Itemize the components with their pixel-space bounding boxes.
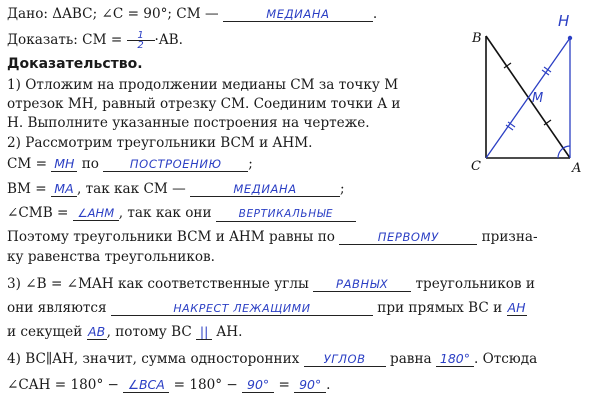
label-A: A	[572, 161, 582, 176]
prove-prefix: Доказать: CM =	[7, 32, 123, 48]
step3-p5: и секущей	[7, 324, 83, 340]
angle-prefix: ∠CMB =	[7, 205, 69, 221]
bm-mid: , так как CM —	[76, 181, 186, 197]
label-C: C	[471, 159, 481, 174]
step4-blank3	[123, 378, 169, 393]
step4-answer4: 90°	[247, 377, 270, 392]
bm-end: ;	[340, 181, 345, 197]
step4-p5: = 180° −	[173, 377, 238, 393]
step3-line1	[7, 276, 535, 292]
step3-p3: они являются	[7, 300, 107, 316]
cm-prefix: CM =	[7, 156, 48, 172]
step3-p2: треугольников и	[415, 276, 535, 292]
step4-blank2	[436, 352, 474, 367]
step2-conclusion-line	[7, 229, 538, 245]
step2-bm-line	[7, 181, 345, 197]
proof-title: Доказательство.	[7, 56, 143, 72]
prove-suffix: ·AB.	[154, 32, 183, 48]
given-suffix: .	[372, 6, 378, 22]
cm-blank	[51, 157, 77, 172]
step4-answer1: УГЛОВ	[323, 352, 366, 366]
step4-answer2: 180°	[439, 351, 470, 366]
bm-answer: MA	[54, 181, 74, 196]
given-answer: МЕДИАНА	[266, 7, 330, 21]
step3-answer3: AH	[507, 300, 526, 315]
step2-angle-line	[7, 205, 356, 222]
step4-answer3: ∠BCA	[127, 377, 165, 392]
step3-line2	[7, 300, 527, 316]
step4-blank1	[304, 353, 386, 367]
fraction-numerator: 1	[127, 31, 155, 41]
angle-reason-blank	[216, 207, 356, 222]
bm-reason: МЕДИАНА	[233, 182, 297, 196]
bm-prefix: BM =	[7, 181, 47, 197]
step4-line1	[7, 351, 537, 367]
conclusion-answer: ПЕРВОМУ	[377, 230, 439, 244]
step4-line2	[7, 377, 330, 393]
step3-p6: , потому BC	[106, 324, 192, 340]
given-line	[7, 6, 377, 22]
step4-p2: равна	[390, 351, 432, 367]
given-blank	[223, 8, 373, 22]
step4-p6: =	[278, 377, 290, 393]
angle-reason: ВЕРТИКАЛЬНЫЕ	[238, 208, 334, 220]
step1-line3: H. Выполните указанные построения на чертеже.	[7, 115, 370, 131]
point-H	[568, 36, 572, 40]
angle-mid: , так как они	[118, 205, 212, 221]
bm-reason-blank	[190, 183, 340, 197]
label-B: B	[472, 31, 482, 46]
step3-blank5	[196, 325, 212, 340]
step1-line2: отрезок MH, равный отрезку CM. Соединим точки A и	[7, 96, 401, 112]
cm-mid: по	[81, 156, 99, 172]
step4-p4: ∠CAH = 180° −	[7, 377, 119, 393]
label-M: M	[532, 91, 544, 106]
step3-answer1: РАВНЫХ	[336, 277, 389, 291]
step3-answer2: НАКРЕСТ ЛЕЖАЩИМИ	[173, 302, 311, 315]
bm-blank	[51, 182, 77, 197]
step3-p7: AH.	[216, 324, 243, 340]
fraction-denominator: 2	[137, 40, 144, 51]
step4-answer5: 90°	[299, 377, 322, 392]
conclusion-suffix: призна-	[481, 229, 538, 245]
step4-blank4	[242, 378, 274, 393]
step4-p7: .	[326, 377, 331, 393]
conclusion-prefix: Поэтому треугольники BCM и AHM равны по	[7, 229, 335, 245]
step3-line3	[7, 324, 242, 340]
step1-line1: 1) Отложим на продолжении медианы CM за точку M	[7, 77, 399, 93]
cm-answer: MH	[54, 156, 75, 171]
geometry-figure	[462, 12, 592, 180]
step3-blank1	[313, 278, 411, 292]
prove-line	[7, 31, 183, 50]
step3-answer4: AB	[88, 324, 106, 339]
prove-fraction	[127, 31, 155, 50]
step3-blank3	[507, 301, 527, 316]
label-H: H	[558, 12, 570, 30]
step4-p1: 4) BC∥AH, значит, сумма односторонних	[7, 351, 300, 367]
angle-blank	[73, 207, 119, 221]
step3-p4: при прямых BC и	[377, 300, 503, 316]
step3-blank4	[87, 325, 107, 340]
cm-end: ;	[248, 156, 253, 172]
cm-reason-blank	[103, 158, 248, 172]
conclusion-blank	[339, 231, 477, 245]
step4-blank5	[294, 378, 326, 393]
given-prefix: Дано: ΔABC; ∠C = 90°; CM —	[7, 6, 219, 22]
step3-blank2	[111, 302, 373, 316]
tick-MH-1	[542, 70, 549, 75]
cm-reason: ПОСТРОЕНИЮ	[129, 157, 222, 171]
step4-p3: . Отсюда	[473, 351, 538, 367]
step2-title: 2) Рассмотрим треугольники BCM и AHM.	[7, 135, 313, 151]
step3-answer5: ||	[199, 324, 209, 339]
angle-answer: ∠AHM	[77, 206, 115, 220]
step2-conclusion-line2: ку равенства треугольников.	[7, 249, 215, 265]
step3-p1: 3) ∠B = ∠MAH как соответственные углы	[7, 276, 309, 292]
step2-cm-line	[7, 156, 253, 172]
